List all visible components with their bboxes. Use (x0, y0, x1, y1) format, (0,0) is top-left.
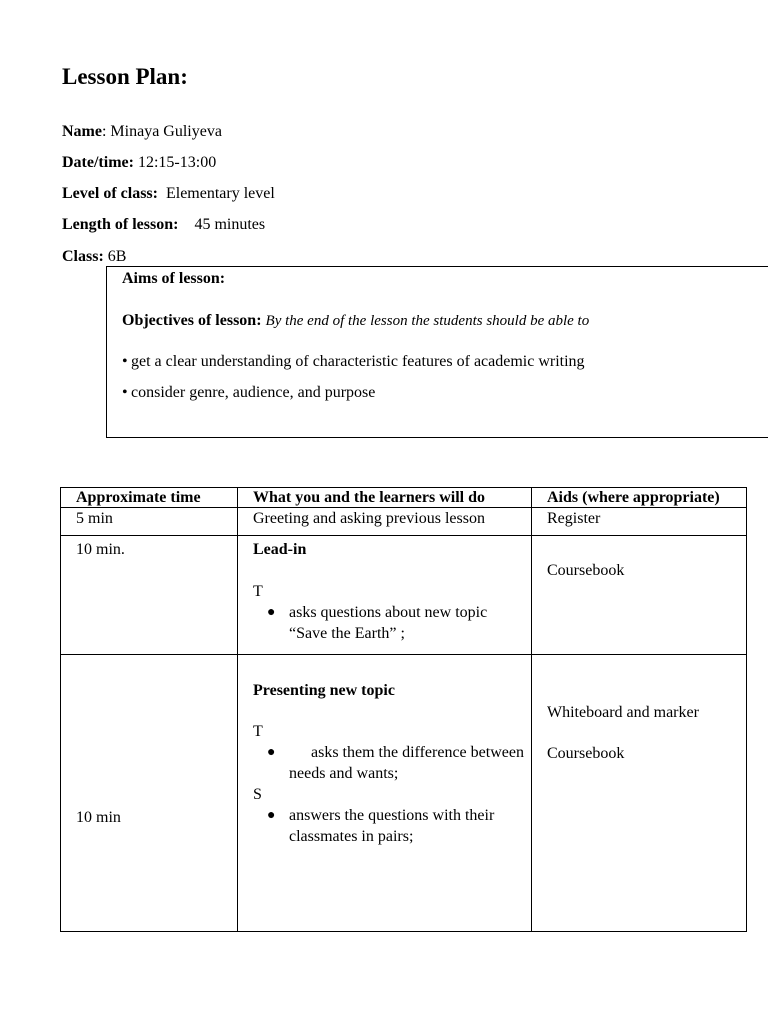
row-activity-cell (238, 655, 532, 932)
bullet-icon: ● (267, 745, 276, 760)
header-activity: What you and the learners will do (238, 488, 532, 508)
row-activity-cell (238, 536, 532, 655)
length-label: Length of lesson: (62, 216, 179, 233)
row-time: 10 min (61, 655, 238, 932)
length-field (62, 215, 265, 235)
role-student: S (253, 786, 262, 803)
bullet-icon: • (122, 384, 128, 401)
table-header-row (61, 488, 747, 508)
stage-title: Lead-in (253, 541, 307, 558)
objective-text: get a clear understanding of characteristic features of academic writing (131, 353, 585, 370)
name-field (62, 122, 222, 142)
role-teacher: T (253, 583, 263, 600)
class-value: 6B (103, 248, 127, 265)
list-item-text: asks questions about new topic “Save the Earth” ; (289, 604, 488, 642)
level-label: Level of class: (62, 185, 158, 202)
aid-item: Whiteboard and marker (547, 704, 699, 721)
objective-text: consider genre, audience, and purpose (131, 384, 376, 401)
row-aids: Coursebook (532, 536, 747, 655)
table-row (61, 508, 747, 536)
header-aids: Aids (where appropriate) (532, 488, 747, 508)
class-label: Class: (62, 248, 104, 265)
list-item-text: answers the questions with their classmates in pairs; (289, 807, 495, 845)
objectives-text: By the end of the lesson the students should be able to (265, 313, 590, 329)
stage-title: Presenting new topic (253, 682, 395, 699)
length-value: 45 minutes (178, 216, 266, 233)
date-time-label: Date/time: (62, 154, 134, 171)
level-value: Elementary level (157, 185, 275, 202)
aims-label: Aims of lesson: (122, 270, 226, 287)
page-title: Lesson Plan: (62, 64, 188, 89)
name-value: : Minaya Guliyeva (101, 123, 222, 140)
aims-box (106, 266, 768, 438)
date-time-value: 12:15-13:00 (133, 154, 217, 171)
class-field (62, 247, 126, 267)
name-label: Name (62, 123, 102, 140)
bullet-icon: ● (267, 808, 276, 823)
lesson-stages-table (60, 487, 747, 932)
bullet-icon: • (122, 353, 128, 370)
objective-bullet (122, 383, 375, 403)
row-time: 5 min (61, 508, 238, 536)
table-row (61, 655, 747, 932)
aid-item: Coursebook (547, 745, 625, 762)
level-field (62, 184, 275, 204)
objectives-label: Objectives of lesson: (122, 312, 262, 329)
date-time-field (62, 153, 216, 173)
table-row (61, 536, 747, 655)
bullet-icon: ● (267, 605, 276, 620)
row-time: 10 min. (61, 536, 238, 655)
header-time: Approximate time (61, 488, 238, 508)
objective-bullet (122, 352, 585, 372)
row-aids-cell (532, 655, 747, 932)
list-item-text: asks them the difference between needs and wants; (289, 744, 524, 782)
role-teacher: T (253, 723, 263, 740)
row-aids: Register (532, 508, 747, 536)
row-activity: Greeting and asking previous lesson (238, 508, 532, 536)
